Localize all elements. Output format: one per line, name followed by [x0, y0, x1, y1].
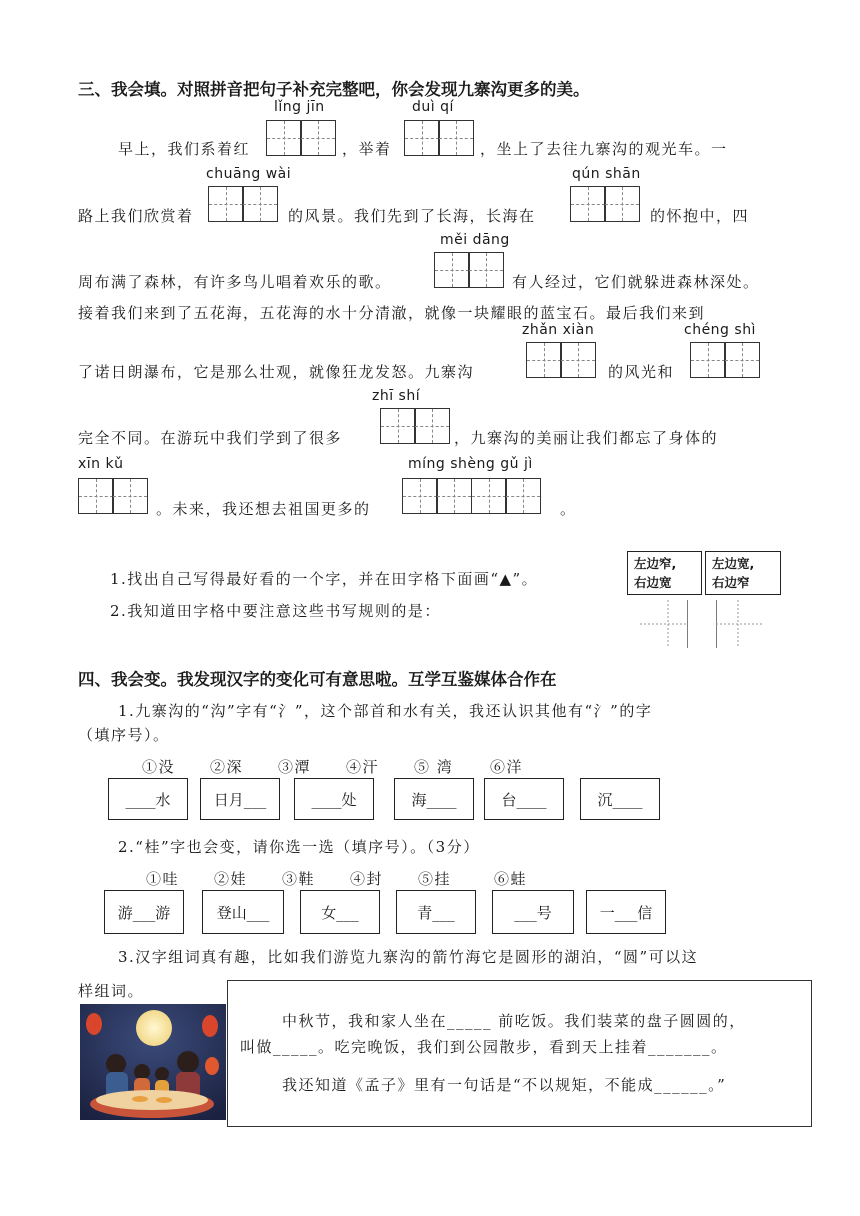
option1-2: ②深: [210, 758, 244, 776]
text-line7a: 。未来，我还想去祖国更多的: [156, 500, 371, 518]
mid-autumn-family-image: [80, 1004, 226, 1120]
grid-chuang-wai[interactable]: [208, 186, 277, 222]
question-best-character: 1.找出自己写得最好看的一个字，并在田字格下面画“▲”。: [110, 570, 539, 588]
option1-1: ①没: [142, 758, 176, 776]
text-line5b: 的风光和: [608, 363, 675, 381]
pinyin-chuang-wai: chuāng wài: [206, 166, 292, 182]
rule-card-left-wide-line1: 左边宽,: [712, 556, 755, 571]
rule-card-left-narrow-line1: 左边窄,: [634, 556, 677, 571]
option1-3: ③潭: [278, 758, 312, 776]
answer-box-6[interactable]: 沉____: [580, 778, 660, 820]
pinyin-zhi-shi: zhī shí: [372, 388, 421, 404]
panel-line2: 叫做_____。吃完晚饭，我们到公园散步，看到天上挂着_______。: [240, 1038, 728, 1056]
option2-3: ③鞋: [282, 870, 316, 888]
pinyin-dui-qi: duì qí: [412, 99, 454, 115]
pinyin-mei-dang: měi dāng: [440, 232, 510, 248]
text-line5a: 了诺日朗瀑布，它是那么壮观，就像狂龙发怒。九寨沟: [78, 363, 475, 381]
pinyin-cheng-shi: chéng shì: [684, 322, 756, 338]
grid-mei-dang[interactable]: [434, 252, 503, 288]
answer-box-10[interactable]: 青___: [396, 890, 476, 934]
pinyin-ling-jin: lǐng jīn: [274, 99, 325, 115]
text-line2b: 的风景。我们先到了长海，长海在: [288, 207, 536, 225]
section4-heading: 四、我会变。我发现汉字的变化可有意思啦。互学互鉴媒体合作在: [78, 670, 557, 689]
grid-zhi-shi[interactable]: [380, 408, 449, 444]
answer-box-4[interactable]: 海____: [394, 778, 474, 820]
answer-box-1[interactable]: ____水: [108, 778, 188, 820]
text-line3b: 有人经过，它们就躲进森林深处。: [512, 273, 760, 291]
option1-6: ⑥洋: [490, 758, 524, 776]
answer-box-9[interactable]: 女___: [300, 890, 380, 934]
panel-line3: 我还知道《孟子》里有一句话是“不以规矩，不能成______。”: [282, 1076, 727, 1094]
answer-box-8[interactable]: 登山___: [202, 890, 284, 934]
answer-box-3[interactable]: ____处: [294, 778, 374, 820]
grid-ling-jin[interactable]: [266, 120, 335, 156]
option2-2: ②娃: [214, 870, 248, 888]
option1-4: ④汗: [346, 758, 380, 776]
answer-box-2[interactable]: 日月___: [200, 778, 280, 820]
grid-sample-right: [716, 600, 764, 648]
option2-1: ①哇: [146, 870, 180, 888]
question-gui-character: 2.“桂”字也会变，请你选一选（填序号）。（3分）: [118, 838, 480, 856]
family-dinner-illustration: [80, 1004, 226, 1120]
question-yuan-words-line2: 样组词。: [78, 982, 145, 1000]
text-line2c: 的怀抱中，四: [650, 207, 750, 225]
panel-line1: 中秋节，我和家人坐在_____ 前吃饭。我们装菜的盘子圆圆的，: [282, 1012, 746, 1030]
answer-box-12[interactable]: 一___信: [586, 890, 666, 934]
question-water-radical: 1.九寨沟的“沟”字有“氵”，这个部首和水有关，我还认识其他有“氵”的字: [118, 702, 653, 720]
text-line3a: 周布满了森林，有许多鸟儿唱着欢乐的歌。: [78, 273, 392, 291]
grid-dui-qi[interactable]: [404, 120, 473, 156]
pinyin-zhan-xian: zhǎn xiàn: [522, 322, 595, 338]
question-water-radical-line2: （填序号）。: [78, 726, 170, 744]
text-line1a: 早上，我们系着红: [118, 140, 251, 158]
question-yuan-words: 3.汉字组词真有趣，比如我们游览九寨沟的箭竹海它是圆形的湖泊，“圆”可以这: [118, 948, 699, 966]
rule-card-left-wide-line2: 右边窄: [712, 575, 750, 590]
text-line6a: 完全不同。在游玩中我们学到了很多: [78, 429, 343, 447]
option2-4: ④封: [350, 870, 384, 888]
pinyin-qun-shan: qún shān: [572, 166, 641, 182]
pinyin-xin-ku: xīn kǔ: [78, 456, 124, 472]
grid-qun-shan[interactable]: [570, 186, 639, 222]
text-line6b: ，九寨沟的美丽让我们都忘了身体的: [454, 429, 719, 447]
section3-heading: 三、我会填。对照拼音把句子补充完整吧，你会发现九寨沟更多的美。: [78, 80, 590, 99]
rule-card-left-narrow-line2: 右边宽: [634, 575, 672, 590]
option2-6: ⑥蛙: [494, 870, 528, 888]
text-line1b: ，举着: [342, 140, 392, 158]
grid-zhan-xian[interactable]: [526, 342, 595, 378]
rule-card-left-narrow[interactable]: [627, 551, 702, 595]
grid-cheng-shi[interactable]: [690, 342, 759, 378]
grid-xin-ku[interactable]: [78, 478, 147, 514]
answer-box-5[interactable]: 台____: [484, 778, 564, 820]
text-line7b: 。: [560, 500, 577, 518]
answer-box-11[interactable]: ___号: [492, 890, 574, 934]
text-line4: 接着我们来到了五花海，五花海的水十分清澈，就像一块耀眼的蓝宝石。最后我们来到: [78, 304, 706, 322]
pinyin-ming-sheng-gu-ji: míng shèng gǔ jì: [408, 456, 533, 472]
option2-5: ⑤挂: [418, 870, 452, 888]
grid-ming-sheng-gu-ji[interactable]: [402, 478, 540, 514]
grid-sample-left: [640, 600, 688, 648]
text-line1c: ，坐上了去往九寨沟的观光车。一: [480, 140, 728, 158]
question-writing-rules: 2.我知道田字格中要注意这些书写规则的是：: [110, 602, 441, 620]
text-line2a: 路上我们欣赏着: [78, 207, 194, 225]
option1-5: ⑤ 湾: [414, 758, 454, 776]
answer-box-7[interactable]: 游___游: [104, 890, 184, 934]
rule-card-left-wide[interactable]: [705, 551, 781, 595]
